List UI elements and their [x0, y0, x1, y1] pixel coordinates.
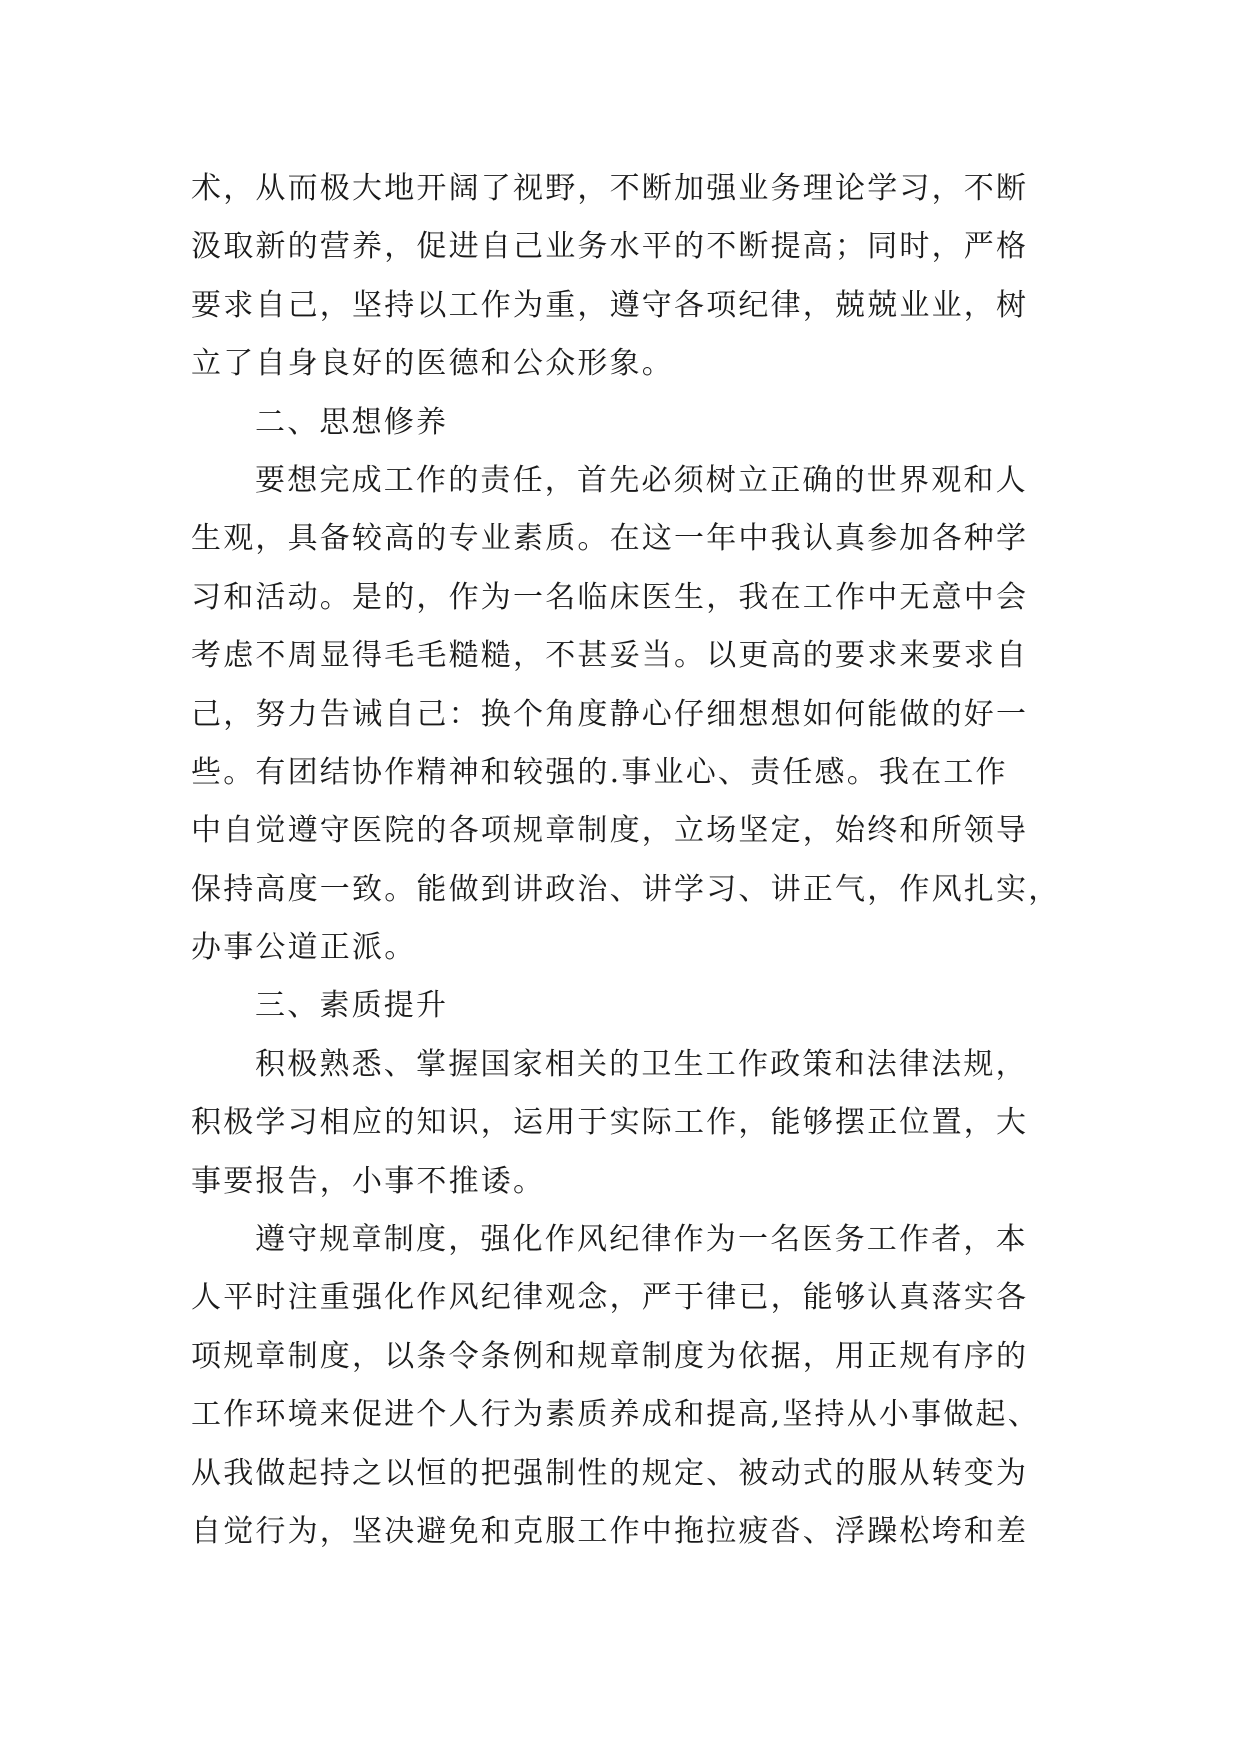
section-heading: 三、素质提升 [255, 988, 449, 1024]
text-line: 办事公道正派。 [191, 930, 417, 966]
text-line: 生观，具备较高的专业素质。在这一年中我认真参加各种学 [191, 521, 1029, 557]
text-line: 中自觉遵守医院的各项规章制度，立场坚定，始终和所领导 [191, 813, 1029, 849]
text-line: 立了自身良好的医德和公众形象。 [191, 346, 674, 382]
text-line: 项规章制度，以条令条例和规章制度为依据，用正规有序的 [191, 1338, 1029, 1374]
text-line: 积极熟悉、掌握国家相关的卫生工作政策和法律法规， [255, 1046, 1028, 1082]
text-line: 要想完成工作的责任，首先必须树立正确的世界观和人 [255, 462, 1028, 498]
text-line: 自觉行为，坚决避免和克服工作中拖拉疲沓、浮躁松垮和差 [191, 1513, 1029, 1549]
text-line: 工作环境来促进个人行为素质养成和提高,坚持从小事做起、 [191, 1397, 1040, 1433]
text-line: 己，努力告诫自己：换个角度静心仔细想想如何能做的好一 [191, 696, 1029, 732]
text-line: 考虑不周显得毛毛糙糙，不甚妥当。以更高的要求来要求自 [191, 638, 1029, 674]
text-line: 人平时注重强化作风纪律观念，严于律已，能够认真落实各 [191, 1280, 1029, 1316]
text-line: 些。有团结协作精神和较强的.事业心、责任感。我在工作 [191, 754, 1008, 790]
document-body [191, 160, 1061, 1561]
text-line: 术，从而极大地开阔了视野，不断加强业务理论学习，不断 [191, 171, 1029, 206]
section-heading: 二、思想修养 [255, 404, 449, 440]
text-line: 保持高度一致。能做到讲政治、讲学习、讲正气，作风扎实， [191, 871, 1061, 907]
text-line: 积极学习相应的知识，运用于实际工作，能够摆正位置，大 [191, 1105, 1029, 1141]
text-line: 事要报告，小事不推诿。 [191, 1163, 546, 1199]
text-line: 遵守规章制度，强化作风纪律作为一名医务工作者，本 [255, 1222, 1028, 1258]
text-line: 要求自己，坚持以工作为重，遵守各项纪律，兢兢业业，树 [191, 287, 1029, 323]
text-line: 习和活动。是的，作为一名临床医生，我在工作中无意中会 [191, 579, 1029, 615]
text-line: 汲取新的营养，促进自己业务水平的不断提高；同时，严格 [191, 229, 1029, 265]
text-line: 从我做起持之以恒的把强制性的规定、被动式的服从转变为 [191, 1455, 1029, 1491]
